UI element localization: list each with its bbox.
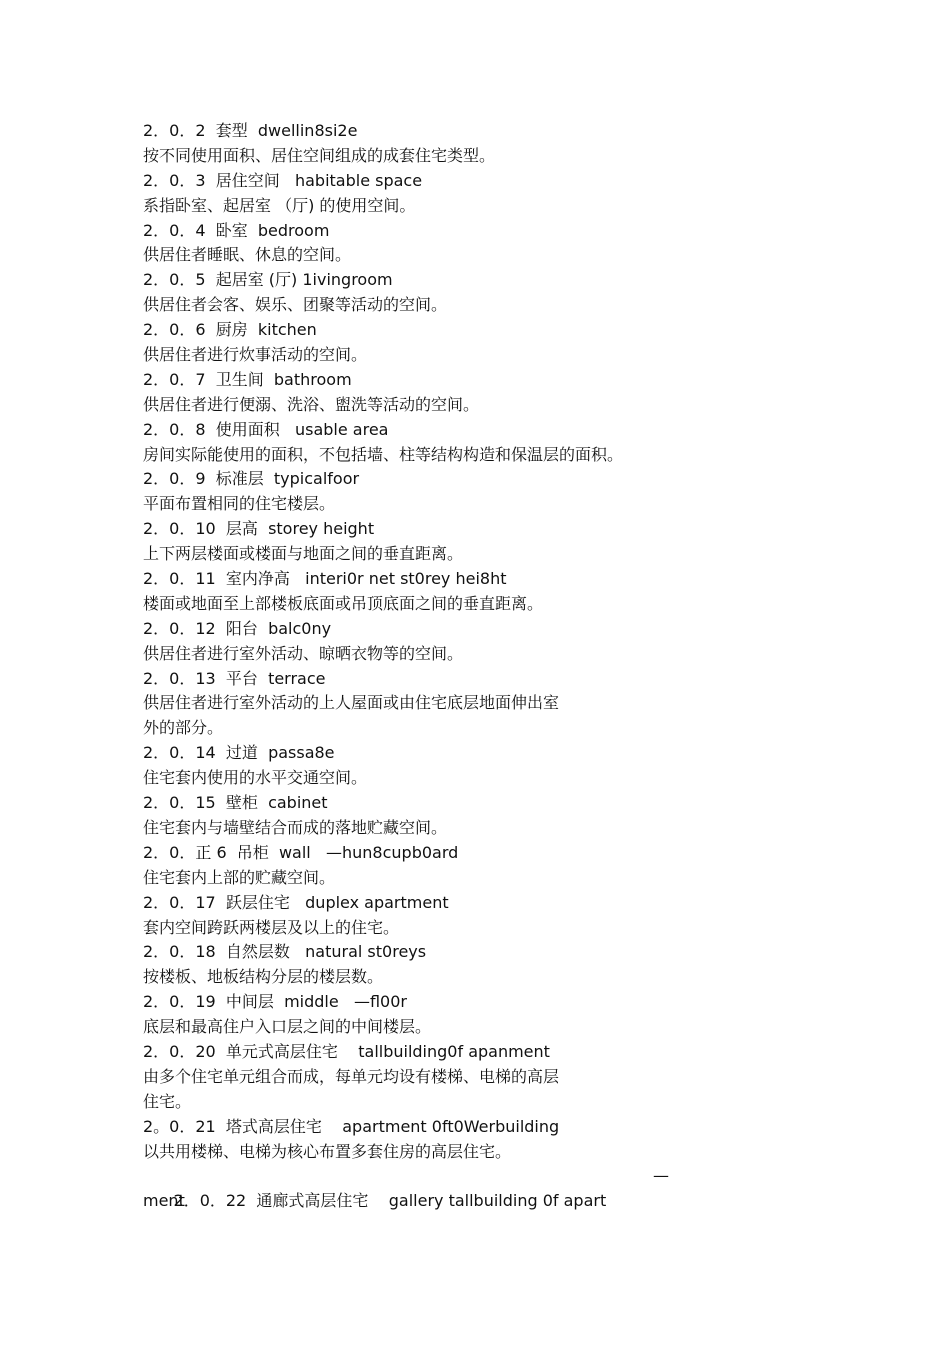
definition-2-0-7: 供居住者进行便溺、洗浴、盥洗等活动的空间。	[143, 394, 480, 414]
definition-2-0-6: 供居住者进行炊事活动的空间。	[143, 345, 368, 365]
definition-2-0-18: 按楼板、地板结构分层的楼层数。	[143, 967, 384, 987]
definition-2-0-2: 按不同使用面积、居住空间组成的成套住宅类型。	[143, 145, 496, 165]
definition-2-0-19: 底层和最高住户入口层之间的中间楼层。	[143, 1017, 432, 1037]
definition-2-0-16: 住宅套内上部的贮藏空间。	[143, 867, 336, 887]
term-2-0-5: 2．0．5 起居室 (厅) 1ivingroom	[143, 270, 393, 290]
term-2-0-20: 2．0．20 单元式高层住宅 tallbuilding0f apanment	[143, 1041, 550, 1061]
term-2-0-18: 2．0．18 自然层数 natural st0reys	[143, 942, 427, 962]
definition-2-0-15: 住宅套内与墙壁结合而成的落地贮藏空间。	[143, 817, 448, 837]
definition-2-0-20-cont: 住宅。	[143, 1091, 192, 1111]
term-2-0-4: 2．0．4 卧室 bedroom	[143, 220, 330, 240]
term-2-0-9: 2．0．9 标准层 typicalfoor	[143, 469, 360, 489]
definition-2-0-4: 供居住者睡眠、休息的空间。	[143, 245, 352, 265]
term-2-0-12: 2．0．12 阳台 balc0ny	[143, 618, 332, 638]
definition-2-0-21: 以共用楼梯、电梯为核心布置多套住房的高层住宅。	[143, 1141, 512, 1161]
term-2-0-15: 2．0．15 壁柜 cabinet	[143, 793, 328, 813]
term-2-0-19: 2．0．19 中间层 middle —fl00r	[143, 992, 407, 1012]
term-2-0-16: 2．0．正 6 吊柜 wall —hun8cupb0ard	[143, 842, 459, 862]
term-2-0-22-text: 2．0．22 通廊式高层住宅 gallery tallbuilding 0f apart	[173, 1191, 607, 1211]
definition-2-0-13-cont: 外的部分。	[143, 718, 224, 738]
term-2-0-17: 2．0．17 跃层住宅 duplex apartment	[143, 892, 449, 912]
definition-2-0-5: 供居住者会客、娱乐、团聚等活动的空间。	[143, 295, 448, 315]
definition-2-0-8: 房间实际能使用的面积，不包括墙、柱等结构构造和保温层的面积。	[143, 444, 624, 464]
term-2-0-7: 2．0．7 卫生间 bathroom	[143, 369, 352, 389]
hyphen-dash: —	[653, 1166, 669, 1186]
term-2-0-8: 2．0．8 使用面积 usable area	[143, 419, 389, 439]
term-2-0-14: 2．0．14 过道 passa8e	[143, 743, 335, 763]
term-2-0-2: 2．0．2 套型 dwellin8si2e	[143, 121, 358, 140]
term-2-0-11: 2．0．11 室内净高 interi0r net st0rey hei8ht	[143, 569, 507, 589]
definition-2-0-17: 套内空间跨跃两楼层及以上的住宅。	[143, 917, 400, 937]
definition-2-0-20: 由多个住宅单元组合而成，每单元均设有楼梯、电梯的高层	[143, 1066, 560, 1086]
term-2-0-13: 2．0．13 平台 terrace	[143, 668, 326, 688]
term-2-0-21: 2。0．21 塔式高层住宅 apartment 0ft0Werbuilding	[143, 1116, 560, 1136]
term-2-0-10: 2．0．10 层高 storey height	[143, 519, 375, 539]
term-2-0-3: 2．0．3 居住空间 habitable space	[143, 170, 423, 190]
definition-2-0-3: 系指卧室、起居室 （厅) 的使用空间。	[143, 195, 416, 215]
term-2-0-6: 2．0．6 厨房 kitchen	[143, 320, 317, 340]
definition-2-0-13: 供居住者进行室外活动的上人屋面或由住宅底层地面伸出室	[143, 693, 560, 713]
definition-2-0-10: 上下两层楼面或楼面与地面之间的垂直距离。	[143, 544, 464, 564]
definition-2-0-14: 住宅套内使用的水平交通空间。	[143, 768, 368, 788]
definition-2-0-12: 供居住者进行室外活动、晾晒衣物等的空间。	[143, 643, 464, 663]
term-2-0-22-cont: ment	[143, 1191, 185, 1211]
definition-2-0-11: 楼面或地面至上部楼板底面或吊顶底面之间的垂直距离。	[143, 593, 544, 613]
glossary-body	[143, 119, 703, 1214]
definition-2-0-9: 平面布置相同的住宅楼层。	[143, 494, 336, 514]
